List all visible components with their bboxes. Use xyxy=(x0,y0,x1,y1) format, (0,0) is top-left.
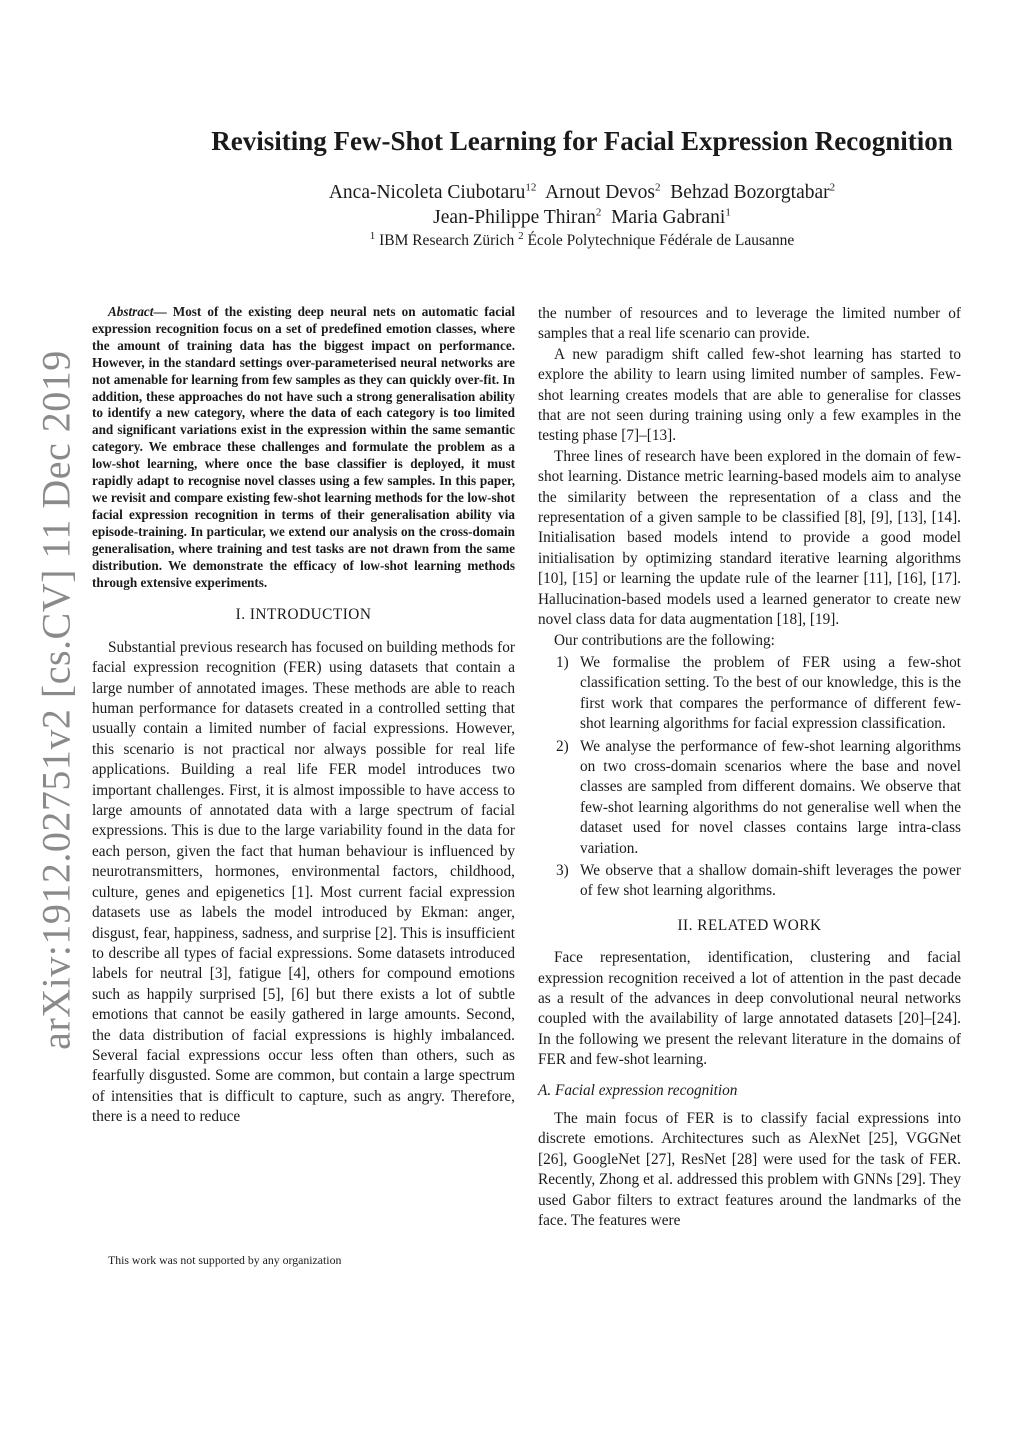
author-affil-mark: 12 xyxy=(525,181,537,194)
footnote: This work was not supported by any organization xyxy=(108,1253,342,1267)
author-line-2 xyxy=(60,205,1024,230)
list-item xyxy=(538,861,961,902)
intro-paragraph: Substantial previous research has focused on building methods for facial expression recognition (FER) using datasets that contain a large number of annotated images. These methods are able to reach human performance for datasets created in a controlled setting that usually contain a limited number of facial expressions. However, this scenario is not practical nor always possible for real life applications. Building a real life FER model introduces two important challenges. First, it is almost impossible to have access to large amounts of annotated data with a large spectrum of facial expressions. This is due to the large variability found in the data for each person, given the fact that human behaviour is influenced by neurotransmitters, hormones, environmental factors, childhood, culture, genes and epigenetics [1]. Most current facial expression datasets use as labels the model introduced by Ekman: anger, disgust, fear, happiness, sadness, and surprise [2]. This is insufficient to describe all types of facial expressions. Some datasets introduced labels for neutral [3], fatigue [4], others for compound emotions such as happily surprised [5], [6] but there exists a lot of subtle emotions that cannot be easily gathered in large amounts. Second, the data distribution of facial expressions is highly imbalanced. Several facial expressions occur less often than others, such as fearfully disgusted. Some are common, but contain a large spectrum of intensities that is difficult to capture, such as angry. Therefore, there is a need to reduce xyxy=(92,638,515,1126)
subsection-heading: A. Facial expression recognition xyxy=(538,1081,738,1099)
author-affil-mark: 2 xyxy=(595,206,602,219)
list-item-number: 1) xyxy=(556,653,569,671)
author-affil-mark: 2 xyxy=(655,181,661,194)
contribution-list xyxy=(538,653,961,902)
list-item-text: We analyse the performance of few-shot learning algorithms on two cross-domain scenarios where the base and novel classes are sampled from different domains. We observe that few-shot learning algorithms do not generalise well when the dataset used for novel classes contains large intra-class variation. xyxy=(580,737,961,857)
author-name: Behzad Bozorgtabar xyxy=(670,182,830,203)
author-name: Arnout Devos xyxy=(545,182,656,203)
section-heading-introduction: I. INTRODUCTION xyxy=(235,606,372,624)
author-line-1 xyxy=(60,180,1024,205)
affiliation-name: École Polytechnique Fédérale de Lausanne xyxy=(527,232,795,249)
section-heading-related-work: II. RELATED WORK xyxy=(677,916,822,934)
body-paragraph: Face representation, identification, clustering and facial expression recognition received a lot of attention in the past decade as a result of the advances in deep convolutional neural networks coupled with the availability of large annotated datasets [20]–[24]. In the following we present the relevant literature in the domains of FER and few-shot learning. xyxy=(538,949,961,1069)
left-column xyxy=(92,304,515,1128)
right-column xyxy=(538,304,961,1231)
list-item-number: 3) xyxy=(556,861,569,879)
list-item xyxy=(538,653,961,735)
abstract-text: — Most of the existing deep neural nets on automatic facial expression recognition focus on a set of predefined emotion classes, where the amount of training data has the biggest impact on performance. However, in the standard settings over-parameterised neural networks are not amenable for learning from few samples as they can quickly over-fit. In addition, these approaches do not have such a strong generalisation ability to identify a new category, where the data of each category is too limited and significant variations exist in the expression within the same semantic category. We embrace these challenges and formulate the problem as a low-shot learning, where once the base classifier is deployed, it must rapidly adapt to recognise novel classes using a few samples. In this paper, we revisit and compare existing few-shot learning methods for the low-shot facial expression recognition in terms of their generalisation ability via episode-training. In particular, we extend our analysis on the cross-domain generalisation, where training and test tasks are not drawn from the same distribution. We demonstrate the efficacy of low-shot learning methods through extensive experiments. xyxy=(92,304,515,590)
author-name: Maria Gabrani xyxy=(611,207,726,228)
body-paragraph: A new paradigm shift called few-shot learning has started to explore the ability to learn using limited number of samples. Few-shot learning creates models that are able to generalise for classes that are not seen during training using only a few examples in the testing phase [7]–[13]. xyxy=(538,345,961,445)
list-item-number: 2) xyxy=(556,737,569,755)
author-name: Anca-Nicoleta Ciubotaru xyxy=(328,182,526,203)
affiliation-name: IBM Research Zürich xyxy=(379,232,515,249)
arxiv-identifier: arXiv:1912.02751v2 [cs.CV] 11 Dec 2019 xyxy=(33,350,79,1050)
paper-title: Revisiting Few-Shot Learning for Facial Expression Recognition xyxy=(211,126,953,156)
author-affil-mark: 2 xyxy=(829,181,836,194)
list-item-text: We observe that a shallow domain-shift leverages the power of few shot learning algorithms. xyxy=(580,861,961,900)
abstract xyxy=(92,304,515,591)
body-paragraph: Our contributions are the following: xyxy=(554,631,775,649)
body-paragraph: Three lines of research have been explored in the domain of few-shot learning. Distance metric learning-based models aim to analyse the similarity between the representation of a class and the representation of a given sample to be classified [8], [9], [13], [14]. Initialisation based models intend to provide a good model initialisation by optimizing standard iterative learning algorithms [10], [15] or learning the update rule of the learner [11], [16], [17]. Hallucination-based models used a learned generator to create new novel class data for data augmentation [18], [19]. xyxy=(538,447,961,629)
body-paragraph: The main focus of FER is to classify facial expressions into discrete emotions. Architectures such as AlexNet [25], VGGNet [26], GoogleNet [27], ResNet [28] were used for the task of FER. Recently, Zhong et al. addressed this problem with GNNs [29]. They used Gabor filters to extract features around the landmarks of the face. The features were xyxy=(538,1110,961,1230)
author-affil-mark: 1 xyxy=(725,206,731,219)
affil-mark: 2 xyxy=(518,229,524,242)
abstract-label: Abstract xyxy=(108,304,154,319)
list-item-text: We formalise the problem of FER using a few-shot classification setting. To the best of our knowledge, this is the first work that compares the performance of different few-shot learning algorithms for facial expression classification. xyxy=(580,653,961,733)
affiliations xyxy=(60,229,1024,250)
body-paragraph: the number of resources and to leverage the limited number of samples that a real life scenario can provide. xyxy=(538,305,961,343)
list-item xyxy=(538,737,961,859)
affil-mark: 1 xyxy=(369,229,376,242)
author-list xyxy=(60,180,1024,230)
author-name: Jean-Philippe Thiran xyxy=(433,207,596,228)
